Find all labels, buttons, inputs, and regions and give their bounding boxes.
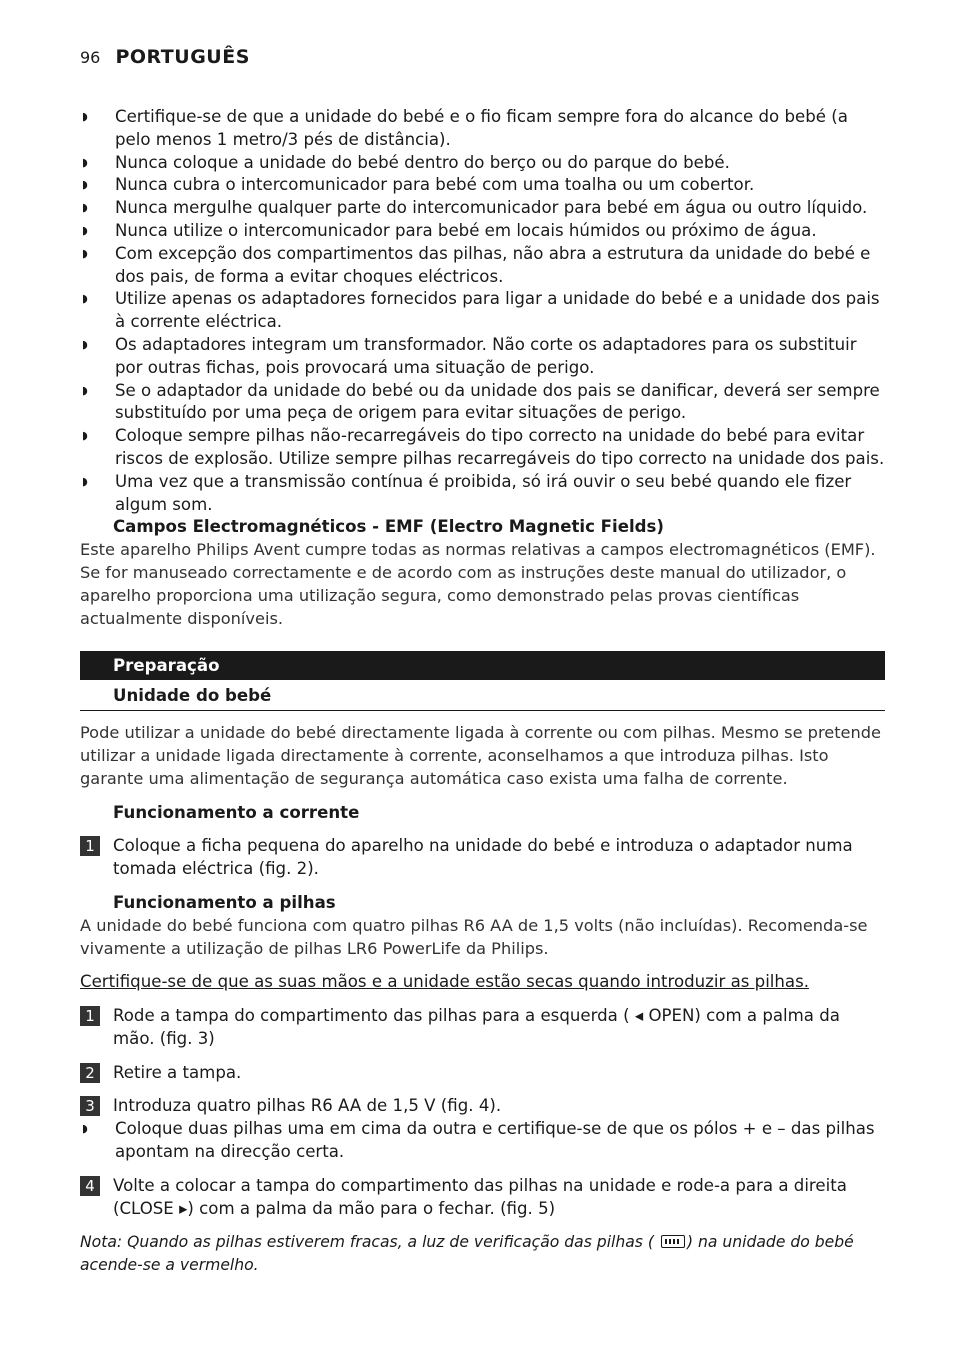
- bullet-icon: ◗: [82, 178, 88, 192]
- bullet-text: Com excepção dos compartimentos das pilhas, não abra a estrutura da unidade do bebé e dos pais, de forma a evitar choques eléctricos.: [115, 243, 871, 286]
- bullet-icon: ◗: [82, 246, 88, 260]
- list-item: [80, 243, 885, 289]
- battery-warning: Certifique-se de que as suas mãos e a unidade estão secas quando introduzir as pilhas.: [80, 972, 810, 992]
- unit-text: Pode utilizar a unidade do bebé directamente ligada à corrente ou com pilhas. Mesmo se pretende utilizar a unidade ligada directamente à corrente, aconselhamos a que introduza pilhas. Isto garante uma alimentação de segurança automática caso exista uma falha de corrente.: [80, 723, 882, 788]
- step-number: 3: [80, 1096, 100, 1116]
- emf-text: Este aparelho Philips Avent cumpre todas as normas relativas a campos electromagnéticos (EMF). Se for manuseado correctamente e de acordo com as instruções deste manual do utilizador, o aparelho proporciona uma utilização segura, como demonstrado pelas provas científicas actualmente disponíveis.: [80, 540, 876, 628]
- unit-heading: Unidade do bebé: [80, 685, 885, 711]
- list-item: [80, 380, 885, 426]
- bullet-icon: ◗: [82, 201, 88, 215]
- step-number: 1: [80, 1006, 100, 1026]
- step-text: Introduza quatro pilhas R6 AA de 1,5 V (fig. 4).: [113, 1096, 502, 1116]
- step-text: Rode a tampa do compartimento das pilhas para a esquerda (: [113, 1006, 635, 1026]
- bullet-text: Uma vez que a transmissão contínua é proibida, só irá ouvir o seu bebé quando ele fizer algum som.: [115, 471, 852, 514]
- list-item: [80, 106, 885, 152]
- list-item: [80, 174, 885, 197]
- step-number: 4: [80, 1176, 100, 1196]
- battery-text: A unidade do bebé funciona com quatro pilhas R6 AA de 1,5 volts (não incluídas). Recomenda-se vivamente a utilização de pilhas LR6 PowerLife da Philips.: [80, 915, 868, 958]
- page-number: 96: [80, 48, 101, 67]
- step-text-cont: ) com a palma da mão para o fechar. (fig. 5): [187, 1198, 556, 1218]
- page-content: [80, 106, 885, 1277]
- step-text: Coloque a ficha pequena do aparelho na unidade do bebé e introduza o adaptador numa tomada eléctrica (fig. 2).: [113, 836, 853, 879]
- step-text: Retire a tampa.: [113, 1062, 242, 1082]
- bullet-icon: ◗: [82, 1122, 88, 1136]
- bullet-icon: ◗: [82, 155, 88, 169]
- bullet-icon: ◗: [82, 337, 88, 351]
- list-item: [80, 288, 885, 334]
- step-battery-2: [80, 1062, 885, 1085]
- list-item: [80, 220, 885, 243]
- bullet-text: Nunca cubra o intercomunicador para bebé com uma toalha ou um cobertor.: [115, 175, 755, 195]
- bullet-text: Coloque duas pilhas uma em cima da outra e certifique-se de que os pólos + e – das pilhas apontam na direcção certa.: [115, 1119, 875, 1162]
- step-text-cont: OPEN) com a palma da mão. (fig. 3): [113, 1006, 840, 1048]
- page-header: [80, 46, 250, 68]
- bullet-text: Os adaptadores integram um transformador. Não corte os adaptadores para os substituir por outras fichas, pois provocará uma situação de perigo.: [115, 334, 857, 377]
- list-item: [80, 334, 885, 380]
- arrow-right-icon: ▸: [179, 1198, 188, 1218]
- list-item: [80, 471, 885, 517]
- step-number: 1: [80, 836, 100, 856]
- bullet-icon: ◗: [82, 429, 88, 443]
- list-item: [80, 1118, 885, 1164]
- arrow-left-icon: ◂: [634, 1006, 644, 1026]
- step-battery-4: [80, 1175, 885, 1221]
- bullet-icon: ◗: [82, 292, 88, 306]
- bullet-text: Nunca coloque a unidade do bebé dentro do berço ou do parque do bebé.: [115, 152, 730, 172]
- section-title-preparacao: Preparação: [80, 651, 885, 680]
- battery-note: Nota: Quando as pilhas estiverem fracas, a luz de verificação das pilhas ( ) na unidade do bebé acende-se a vermelho.: [80, 1233, 854, 1275]
- bullet-text: Utilize apenas os adaptadores fornecidos para ligar a unidade do bebé e a unidade dos pais à corrente eléctrica.: [115, 289, 880, 332]
- list-item: [80, 425, 885, 471]
- safety-bullet-list: [80, 106, 885, 516]
- battery-icon: [661, 1235, 685, 1248]
- step-battery-1: [80, 1005, 885, 1051]
- bullet-icon: ◗: [82, 223, 88, 237]
- language-title: PORTUGUÊS: [115, 46, 250, 68]
- bullet-text: Se o adaptador da unidade do bebé ou da unidade dos pais se danificar, deverá ser sempre substituído por uma peça de origem para evitar situações de perigo.: [115, 380, 880, 423]
- bullet-text: Coloque sempre pilhas não-recarregáveis do tipo correcto na unidade do bebé para evitar riscos de explosão. Utilize sempre pilhas recarregáveis do tipo correcto na unidade dos pais.: [115, 426, 885, 468]
- emf-heading: Campos Electromagnéticos - EMF (Electro Magnetic Fields): [113, 517, 664, 537]
- bullet-icon: ◗: [82, 110, 88, 123]
- list-item: [80, 197, 885, 220]
- bullet-icon: ◗: [82, 383, 88, 397]
- mains-heading: Funcionamento a corrente: [113, 802, 360, 822]
- list-item: [80, 152, 885, 175]
- battery-heading: Funcionamento a pilhas: [113, 892, 336, 912]
- bullet-text: Nunca utilize o intercomunicador para bebé em locais húmidos ou próximo de água.: [115, 220, 817, 240]
- step-mains-1: [80, 835, 885, 881]
- step-text: Volte a colocar a tampa do compartimento das pilhas na unidade e rode-a para a direita (CLOSE: [113, 1175, 847, 1218]
- bullet-text: Certifique-se de que a unidade do bebé e o fio ficam sempre fora do alcance do bebé (a pelo menos 1 metro/3 pés de distância).: [115, 107, 848, 149]
- step-battery-3: [80, 1095, 885, 1118]
- bullet-icon: ◗: [82, 474, 88, 488]
- step-number: 2: [80, 1063, 100, 1083]
- bullet-text: Nunca mergulhe qualquer parte do intercomunicador para bebé em água ou outro líquido.: [115, 198, 868, 218]
